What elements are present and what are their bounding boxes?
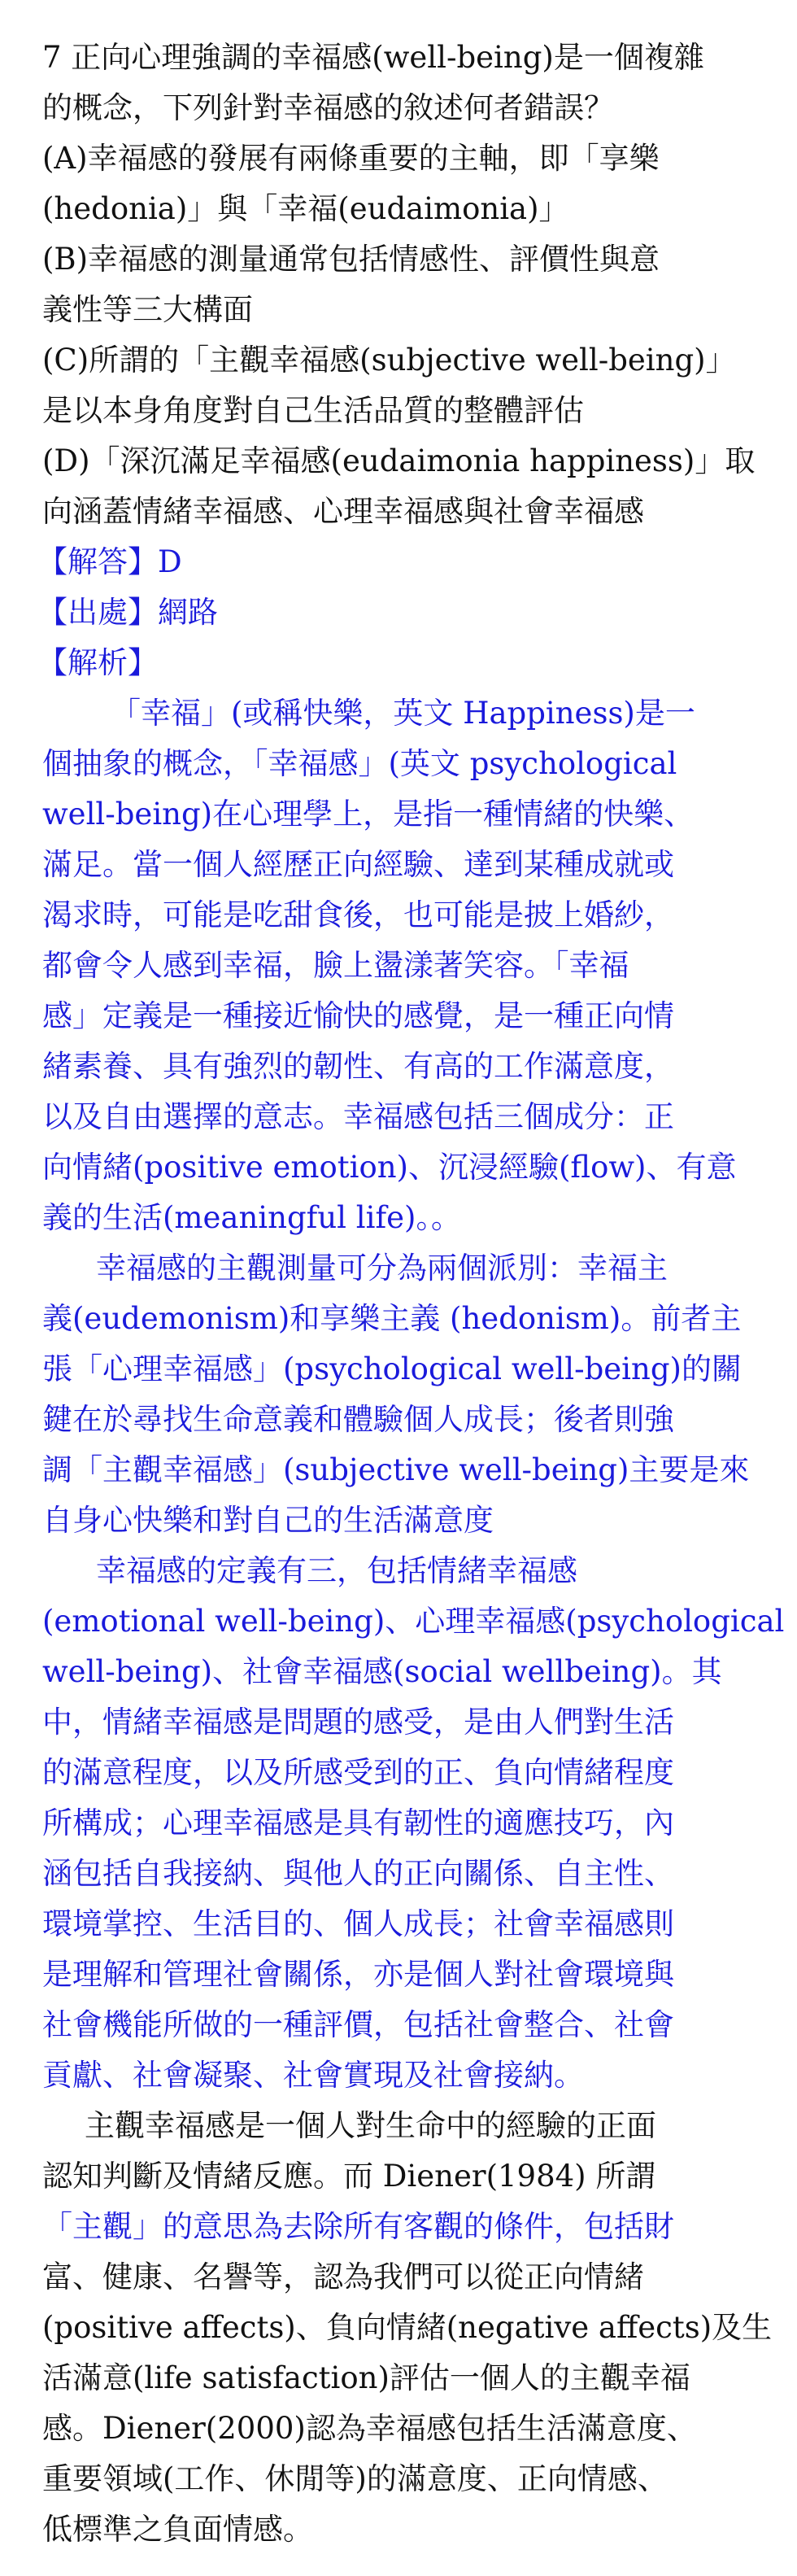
paragraph-line: 「幸福」(或稱快樂，英文 Happiness)是一 <box>111 696 695 731</box>
paragraph-line: 富、健康、名譽等，認為我們可以從正向情緒 <box>42 2259 644 2294</box>
paragraph-line: 調「主觀幸福感」(subjective well-being)主要是來 <box>42 1452 750 1487</box>
paragraph-line: 義的生活(meaningful life)。。 <box>42 1200 461 1235</box>
question-line: 7 正向心理強調的幸福感(well-being)是一個複雜 <box>42 40 704 75</box>
paragraph-line: 活滿意(life satisfaction)評估一個人的主觀幸福 <box>42 2360 690 2395</box>
paragraph-line: 感。Diener(2000)認為幸福感包括生活滿意度、 <box>42 2411 697 2446</box>
paragraph-line: 環境掌控、生活目的、個人成長；社會幸福感則 <box>42 1906 674 1941</box>
paragraph-line: 義(eudemonism)和享樂主義 (hedonism)。前者主 <box>42 1301 742 1336</box>
answer-tag: 【解答】D <box>37 544 182 579</box>
paragraph-line: 的滿意程度，以及所感受到的正、負向情緒程度 <box>42 1755 674 1790</box>
paragraph-line: 認知判斷及情緒反應。而 Diener(1984) 所謂 <box>42 2159 656 2194</box>
analysis-tag: 【解析】 <box>37 645 158 680</box>
paragraph-line: 是理解和管理社會關係，亦是個人對社會環境與 <box>42 1957 674 1992</box>
paragraph-line: 低標準之負面情感。 <box>42 2512 313 2547</box>
option-d-line: 向涵蓋情緒幸福感、心理幸福感與社會幸福感 <box>42 494 644 529</box>
option-b-line: 義性等三大構面 <box>42 292 253 327</box>
option-a-line: (A)幸福感的發展有兩條重要的主軸，即「享樂 <box>42 141 660 176</box>
option-b-line: (B)幸福感的測量通常包括情感性、評價性與意 <box>42 242 660 277</box>
paragraph-line: 涵包括自我接納、與他人的正向關係、自主性、 <box>42 1856 674 1891</box>
paragraph-line: 感」定義是一種接近愉快的感覺，是一種正向情 <box>42 998 674 1033</box>
paragraph-line: 重要領域(工作、休閒等)的滿意度、正向情感、 <box>42 2461 668 2496</box>
analysis-paragraph-2 <box>42 1243 748 1546</box>
paragraph-line: (positive affects)、負向情緒(negative affects)及生 <box>42 2310 773 2345</box>
paragraph-line: 「主觀」的意思為去除所有客觀的條件，包括財 <box>42 2209 674 2244</box>
paragraph-line: 社會機能所做的一種評價，包括社會整合、社會 <box>42 2007 674 2042</box>
paragraph-line: 鍵在於尋找生命意義和體驗個人成長；後者則強 <box>42 1402 674 1437</box>
analysis-paragraph-1 <box>42 688 748 1243</box>
paragraph-line: 自身心快樂和對自己的生活滿意度 <box>42 1503 494 1538</box>
question-line: 的概念，下列針對幸福感的敘述何者錯誤？ <box>42 90 614 125</box>
paragraph-line: 張「心理幸福感」(psychological well-being)的關 <box>42 1351 742 1386</box>
analysis-paragraph-4 <box>42 2101 773 2555</box>
paragraph-line: 都會令人感到幸福，臉上盪漾著笑容。「幸福 <box>42 948 629 983</box>
option-a-line: (hedonia)」與「幸福(eudaimonia)」 <box>42 191 569 226</box>
paragraph-line: 幸福感的主觀測量可分為兩個派別：幸福主 <box>96 1251 668 1286</box>
paragraph-line: 主觀幸福感是一個人對生命中的經驗的正面 <box>85 2108 656 2143</box>
paragraph-line: 中，情緒幸福感是問題的感受，是由人們對生活 <box>42 1705 674 1740</box>
question-block <box>42 33 756 537</box>
paragraph-line: 渴求時，可能是吃甜食後，也可能是披上婚紗， <box>42 897 674 932</box>
paragraph-line: 向情緒(positive emotion)、沉浸經驗(flow)、有意 <box>42 1150 737 1185</box>
paragraph-line: 個抽象的概念，「幸福感」(英文 psychological <box>42 746 677 781</box>
paragraph-line: well-being)、社會幸福感(social wellbeing)。其 <box>42 1654 722 1689</box>
paragraph-line: 滿足。當一個人經歷正向經驗、達到某種成就或 <box>42 847 674 882</box>
option-c-line: 是以本身角度對自己生活品質的整體評估 <box>42 393 584 428</box>
paragraph-line: 貢獻、社會凝聚、社會實現及社會接納。 <box>42 2058 584 2093</box>
source-tag: 【出處】網路 <box>37 595 218 630</box>
analysis-paragraph-3 <box>42 1546 785 2101</box>
paragraph-line: 所構成；心理幸福感是具有韌性的適應技巧，內 <box>42 1805 674 1840</box>
option-c-line: (C)所謂的「主觀幸福感(subjective well-being)」 <box>42 343 736 378</box>
paragraph-line: 幸福感的定義有三，包括情緒幸福感 <box>96 1553 577 1588</box>
paragraph-line: well-being)在心理學上，是指一種情緒的快樂、 <box>42 797 695 832</box>
paragraph-line: 緒素養、具有強烈的韌性、有高的工作滿意度， <box>42 1049 674 1084</box>
paragraph-line: (emotional well-being)、心理幸福感(psychological <box>42 1604 785 1639</box>
paragraph-line: 以及自由選擇的意志。幸福感包括三個成分：正 <box>42 1099 674 1134</box>
option-d-line: (D)「深沉滿足幸福感(eudaimonia happiness)」取 <box>42 443 756 478</box>
